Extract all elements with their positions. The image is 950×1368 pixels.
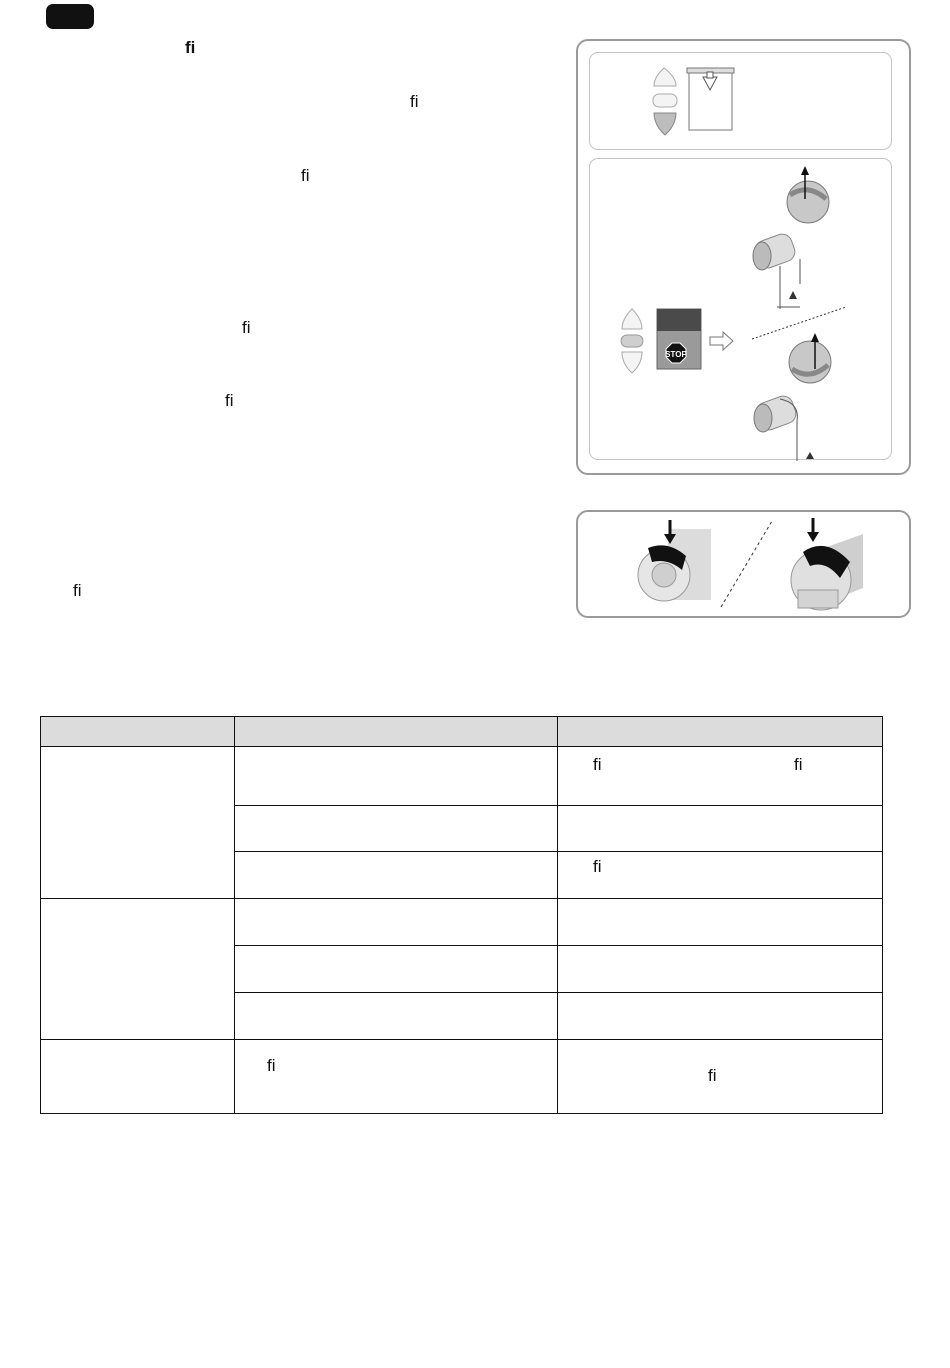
table-cell	[235, 747, 558, 806]
text-ligature: fi	[301, 166, 310, 185]
table-row	[41, 899, 883, 946]
text-ligature: fi	[185, 38, 196, 57]
table-cell	[558, 747, 883, 806]
text-ligature: fi	[73, 581, 82, 600]
table-header-cell	[235, 717, 558, 747]
cell-ligature: fi	[593, 755, 602, 774]
cell-ligature: fi	[267, 1056, 276, 1075]
table-cell	[235, 806, 558, 852]
cell-ligature: fi	[708, 1066, 717, 1085]
stop-sign-label: STOP	[665, 350, 687, 359]
table-cell	[558, 946, 883, 993]
table-cell	[235, 1040, 558, 1114]
table-cell	[41, 1040, 235, 1114]
table-header-cell	[41, 717, 235, 747]
remote-down-illustration	[590, 53, 893, 151]
figure-panel-stop-limit	[589, 158, 892, 460]
table-cell	[41, 747, 235, 899]
figure-motor-head-buttons	[576, 510, 911, 618]
table-cell	[558, 852, 883, 899]
section-badge	[46, 4, 94, 29]
figure-panel-remote-down	[589, 52, 892, 150]
table-row	[41, 747, 883, 806]
cell-ligature: fi	[794, 755, 803, 774]
table-cell	[235, 946, 558, 993]
stop-limit-illustration	[590, 159, 893, 461]
text-ligature: fi	[225, 391, 234, 410]
table-cell	[558, 993, 883, 1040]
table-header-row	[41, 717, 883, 747]
text-ligature: fi	[242, 318, 251, 337]
table-cell	[558, 1040, 883, 1114]
table-cell	[235, 899, 558, 946]
table-cell	[558, 806, 883, 852]
table-cell	[41, 899, 235, 1040]
troubleshooting-table	[40, 716, 883, 1114]
table-row	[41, 1040, 883, 1114]
motor-head-illustration	[578, 512, 913, 620]
table-cell	[235, 852, 558, 899]
cell-ligature: fi	[593, 857, 602, 876]
text-ligature: fi	[410, 92, 419, 111]
table-cell	[235, 993, 558, 1040]
figure-limit-setting	[576, 39, 911, 475]
table-header-cell	[558, 717, 883, 747]
table-cell	[558, 899, 883, 946]
